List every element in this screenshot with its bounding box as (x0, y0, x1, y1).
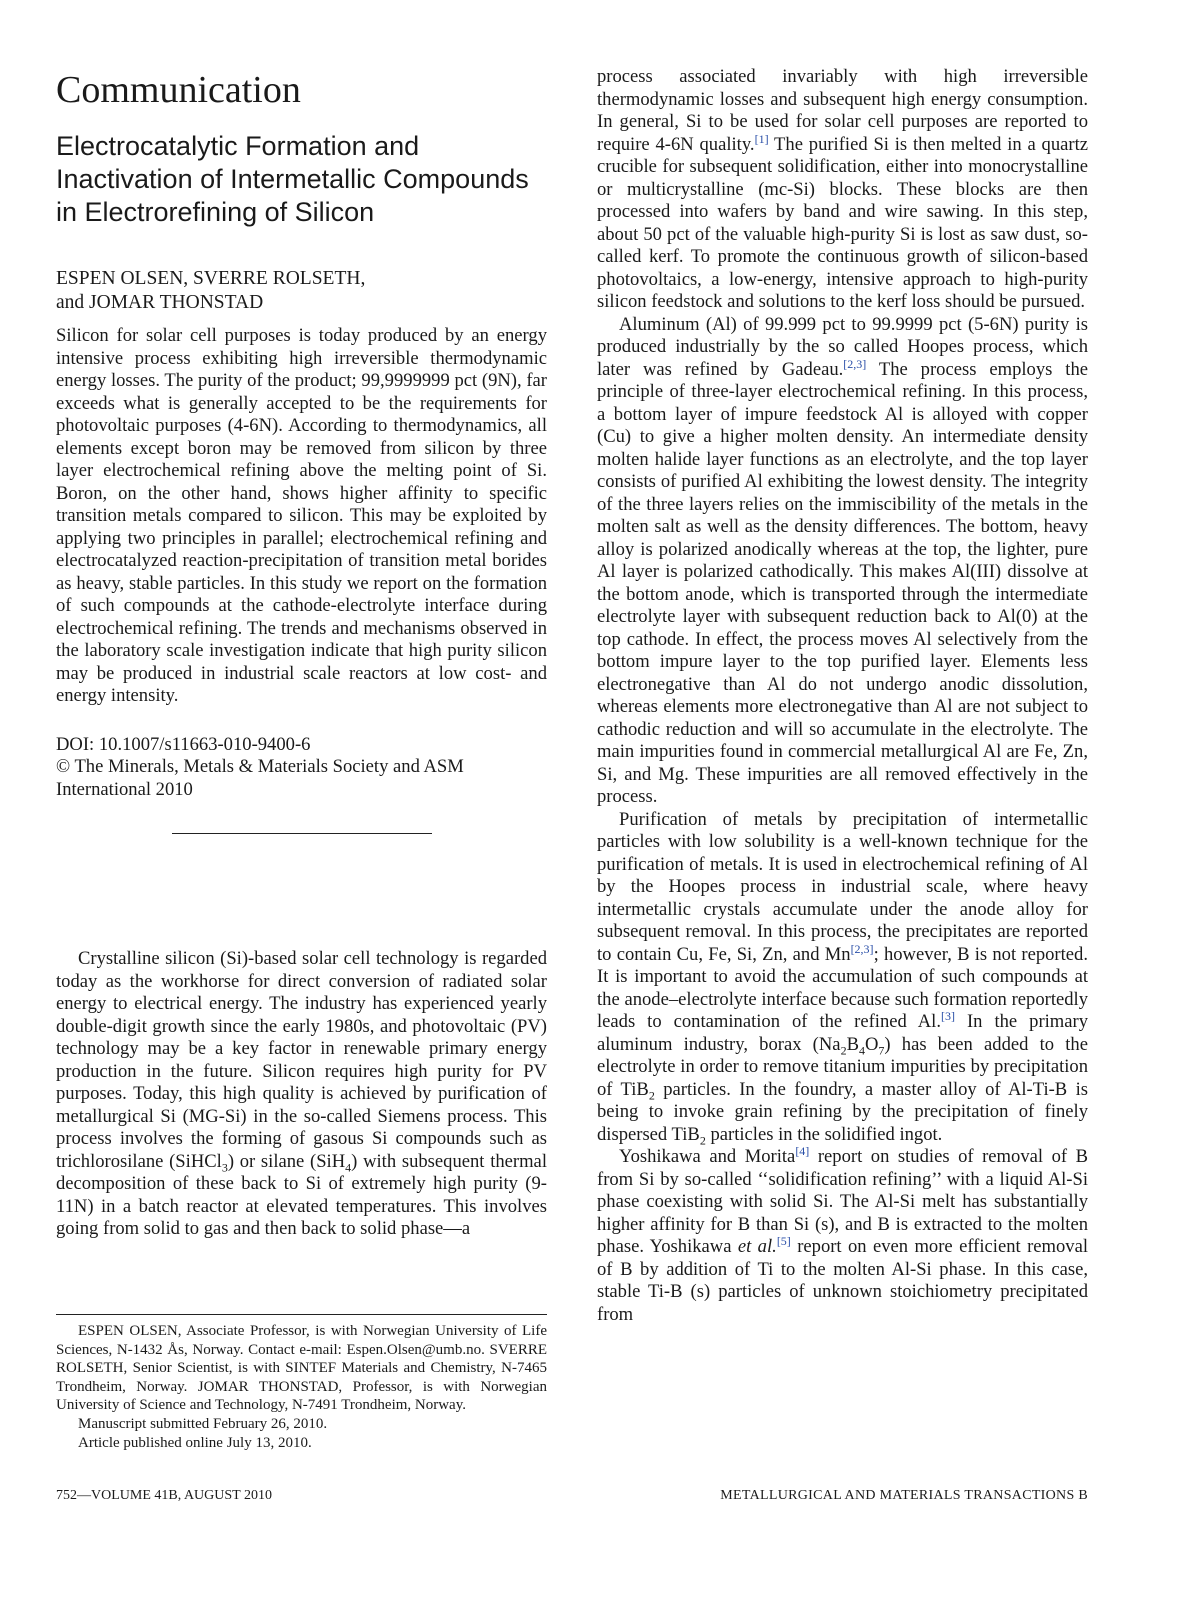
copyright: © The Minerals, Metals & Materials Society and ASM International 2010 (56, 756, 464, 800)
footnote (56, 1322, 547, 1452)
footnote-published: Article published online July 13, 2010. (78, 1434, 312, 1451)
footer-journal: METALLURGICAL AND MATERIALS TRANSACTIONS B (720, 1488, 1088, 1503)
right-column (597, 66, 1088, 1326)
body-paragraph: Purification of metals by precipitation of intermetallic particles with low solubility is a well-known technique for the purification of metals. It is used in electrochemical refining of Al by the Hoopes process in industrial scale, where heavy intermetallic crystals accumulate under the anode alloy for subsequent removal. In this process, the precipitates are reported to contain Cu, Fe, Si, Zn, and Mn[2,3]; however, B is not reported. It is important to avoid the accumulation of such compounds at the anode–electrolyte interface because such formation reportedly leads to contamination of the refined Al.[3] In the primary aluminum industry, borax $(Na_2B_4O_7)$ has been added to the electrolyte in order to remove titanium impurities by precipitation of TiB$_2$ particles. In the foundry, a master alloy of Al-Ti-B is being to invoke grain refining by the precipitation of finely dispersed TiB$_2$ particles in the solidified ingot. (597, 808, 1089, 1148)
footnote-rule (56, 1314, 547, 1315)
doi[interactable]: DOI: 10.1007/s11663-010-9400-6 (56, 733, 311, 755)
abstract: Silicon for solar cell purposes is today produced by an energy intensive process exhibiting high irreversible thermodynamic energy losses. The purity of the product; 99,9999999 pct (9N), far exceeds what is generally accepted to be the requirements for photovoltaic purposes (4-6N). According to thermodynamics, all elements except boron may be removed from silicon by three layer electrochemical refining above the melting point of Si. Boron, on the other hand, shows higher affinity to specific transition metals compared to silicon. This may be exploited by applying two principles in parallel; electrochemical refining and electrocatalyzed reaction-precipitation of transition metal borides as heavy, stable particles. In this study we report on the formation of such compounds at the cathode-electrolyte interface during electrochemical refining. The trends and mechanisms observed in the laboratory scale investigation indicate that high purity silicon may be produced in industrial scale reactors at low cost- and energy intensity. (56, 325, 547, 706)
body-paragraph: Yoshikawa and Morita[4] report on studies of removal of B from Si by so-called ‘‘solidification refining’’ with a liquid Al-Si phase coexisting with solid Si. The Al-Si melt has substantially higher affinity for B than Si (s), and B is extracted to the molten phase. Yoshikawa et al.[5] report on even more efficient removal of B by addition of Ti to the molten Al-Si phase. In this case, stable Ti-B (s) particles of unknown stoichiometry precipitated from (597, 1143, 1088, 1325)
left-column-header (56, 66, 547, 834)
footer-volume: 752—VOLUME 41B, AUGUST 2010 (56, 1488, 272, 1503)
separator-rule (172, 833, 432, 834)
citation-link[interactable]: [3] (941, 1008, 955, 1023)
footnote-affiliations: ESPEN OLSEN, Associate Professor, is with Norwegian University of Life Sciences, N-1432 Ås, Norway. Contact e-mail: Espen.Olsen@umb.no. SVERRE ROLSETH, Senior Scientist, is with SINTEF Materials and Chemistry, N-7465 Trondheim, Norway. JOMAR THONSTAD, Professor, is with Norwegian University of Science and Technology, N-7491 Trondheim, Norway. (56, 1323, 547, 1414)
section-label: Communication (56, 69, 301, 111)
body-paragraph: Crystalline silicon (Si)-based solar cell technology is regarded today as the workhorse for direct conversion of radiated solar energy to electrical energy. The industry has experienced yearly double-digit growth since the early 1980s, and photovoltaic (PV) technology may be a key factor in renewable primary energy production in the future. Silicon requires high purity for PV purposes. Today, this high quality is achieved by purification of metallurgical Si (MG-Si) in the so-called Siemens process. This process involves the forming of gasous Si compounds such as trichlorosilane (SiHCl$_3$) or silane (SiH$_4$) with subsequent thermal decomposition of these back to Si of extremely high purity (9-11N) in a batch reactor at elevated temperatures. This involves going from solid to gas and then back to solid phase—a (56, 948, 547, 1239)
authors-line-2: and JOMAR THONSTAD (56, 292, 264, 313)
citation-link[interactable]: [5] (776, 1233, 791, 1248)
authors-line-1: ESPEN OLSEN, SVERRE ROLSETH, (56, 268, 366, 289)
author-list (56, 267, 547, 315)
left-column-body (56, 948, 547, 1241)
body-paragraph: process associated invariably with high irreversible thermodynamic losses and subsequent high energy consumption. In general, Si to be used for solar cell purposes are reported to require 4-6N quality.[1] The purified Si is then melted in a quartz crucible for subsequent solidification, either into monocrystalline or multicrystalline (mc-Si) blocks. These blocks are then processed into wafers by band and wire sawing. In this step, about 50 pct of the valuable high-purity Si is lost as saw dust, so-called kerf. To promote the continuous growth of silicon-based photovoltaics, a low-energy, intensive approach to high-purity silicon feedstock and solutions to the kerf loss should be pursued. (597, 66, 1088, 312)
citation-link[interactable]: [1] (754, 131, 769, 146)
citation-link[interactable]: [4] (795, 1143, 810, 1158)
citation-link[interactable]: [2,3] (850, 941, 874, 956)
article-title: Electrocatalytic Formation and Inactivation of Intermetallic Compounds in Electrorefining of Silicon (56, 131, 529, 227)
body-paragraph: Aluminum (Al) of 99.999 pct to 99.9999 pct (5-6N) purity is produced industrially by the so called Hoopes process, which later was refined by Gadeau.[2,3] The process employs the principle of three-layer electrochemical refining. In this process, a bottom layer of impure feedstock Al is alloyed with copper (Cu) to give a higher molten density. An intermediate density molten halide layer functions as an electrolyte, and the top layer consists of purified Al exhibiting the lowest density. The integrity of the three layers relies on the immiscibility of the metals in the molten salt as well as the density differences. The bottom, heavy alloy is polarized anodically whereas at the top, the lighter, pure Al layer is polarized cathodically. This makes Al(III) dissolve at the bottom anode, which is transported through the intermediate electrolyte layer with subsequent reduction back to Al(0) at the top cathode. In effect, the process moves Al selectively from the bottom impure layer to the top purified layer. Elements less electronegative than Al do not undergo anodic dissolution, whereas elements more electronegative than Al are not subject to cathodic reduction and will so accumulate in the electrolyte. The main impurities found in commercial metallurgical Al are Fe, Zn, Si, and Mg. These impurities are all removed effectively in the process. (597, 313, 1088, 807)
footnote-submitted: Manuscript submitted February 26, 2010. (78, 1415, 328, 1432)
citation-link[interactable]: [2,3] (843, 356, 867, 371)
